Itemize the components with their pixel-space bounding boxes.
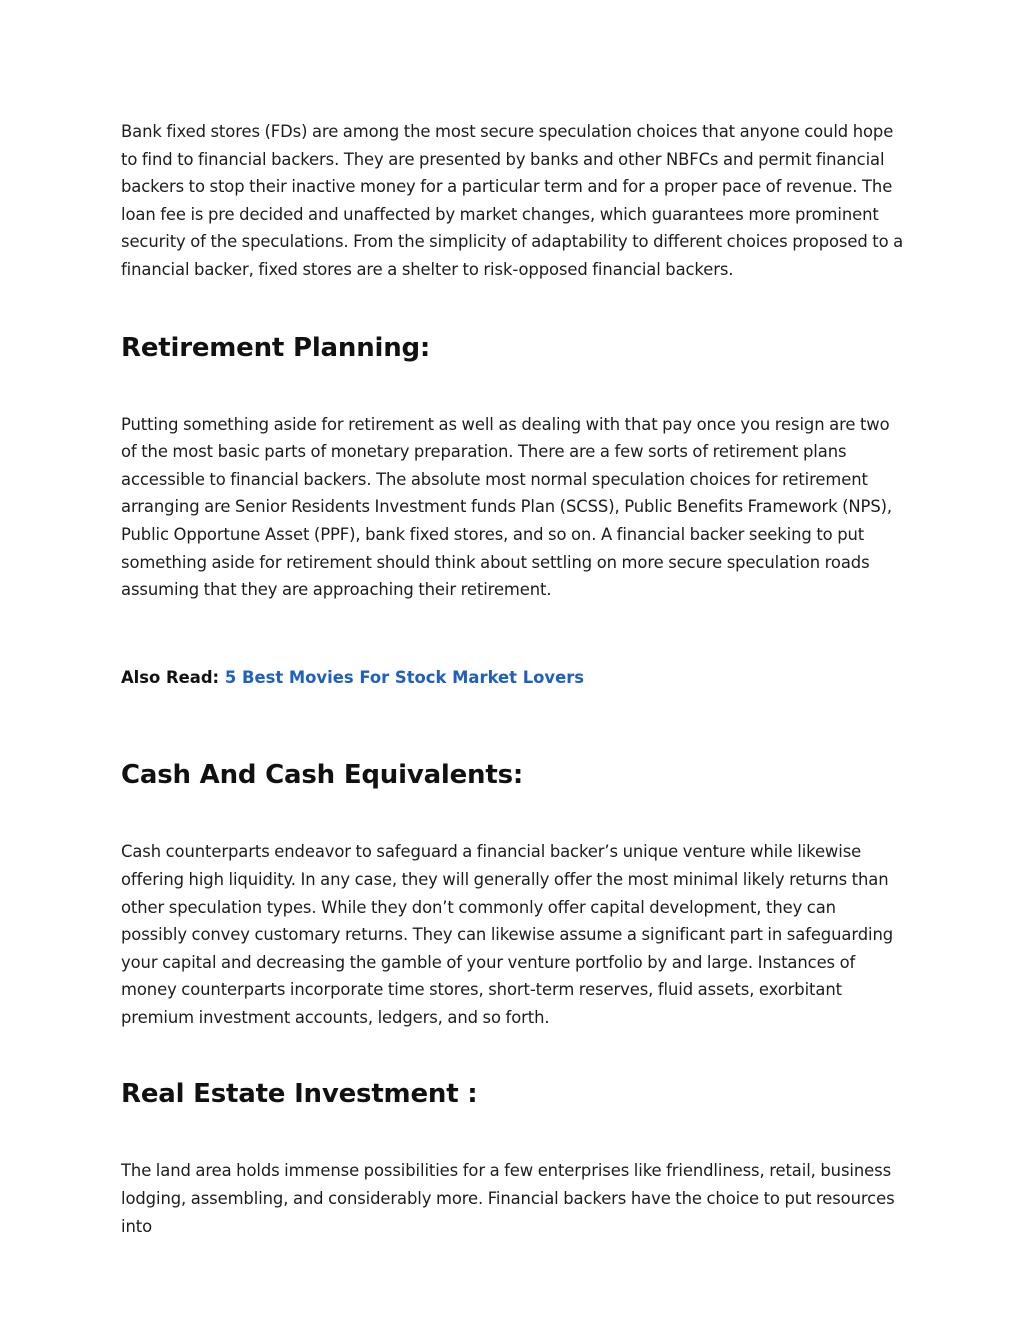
intro-paragraph: Bank fixed stores (FDs) are among the most secure speculation choices that anyone could hope to find to financial backers. They are presented by banks and other NBFCs and permit financial backers to stop their inactive money for a particular term and for a proper pace of revenue. The loan fee is pre decided and unaffected by market changes, which guarantees more prominent security of the speculations. From the simplicity of adaptability to different choices proposed to a financial backer, fixed stores are a shelter to risk-opposed financial backers.	[121, 122, 904, 279]
real-estate-paragraph: The land area holds immense possibilities for a few enterprises like friendliness, retail, business lodging, assembling, and considerably more. Financial backers have the choice to put resources into	[121, 1161, 895, 1236]
spacer	[121, 1111, 906, 1157]
spacer	[121, 792, 906, 838]
cash-paragraph: Cash counterparts endeavor to safeguard a financial backer’s unique venture while likewise offering high liquidity. In any case, they will generally offer the most minimal likely returns than other speculation types. While they don’t commonly offer capital development, they can possibly convey customary returns. They can likewise assume a significant part in safeguarding your capital and decreasing the gamble of your venture portfolio by and large. Instances of money counterparts incorporate time stores, short-term reserves, fluid assets, exorbitant premium investment accounts, ledgers, and so forth.	[121, 842, 894, 1027]
spacer	[121, 284, 906, 331]
spacer	[121, 365, 906, 411]
spacer	[121, 691, 906, 758]
retirement-heading: Retirement Planning:	[121, 332, 431, 363]
real-estate-heading: Real Estate Investment :	[121, 1079, 478, 1110]
also-read-link[interactable]: 5 Best Movies For Stock Market Lovers	[224, 667, 585, 687]
also-read-line	[121, 664, 906, 692]
retirement-paragraph: Putting something aside for retirement as well as dealing with that pay once you resign are two of the most basic parts of monetary preparation. There are a few sorts of retirement plans accessible to financial backers. The absolute most normal speculation choices for retirement arranging are Senior Residents Investment funds Plan (SCSS), Public Benefits Framework (NPS), Public Opportune Asset (PPF), bank fixed stores, and so on. A financial backer seeking to put something aside for retirement should think about settling on more secure speculation roads assuming that they are approaching their retirement.	[121, 414, 893, 600]
spacer	[121, 604, 906, 664]
cash-heading: Cash And Cash Equivalents:	[121, 760, 524, 791]
spacer	[121, 1031, 906, 1077]
document-page	[121, 118, 906, 1240]
also-read-label: Also Read:	[121, 667, 220, 687]
